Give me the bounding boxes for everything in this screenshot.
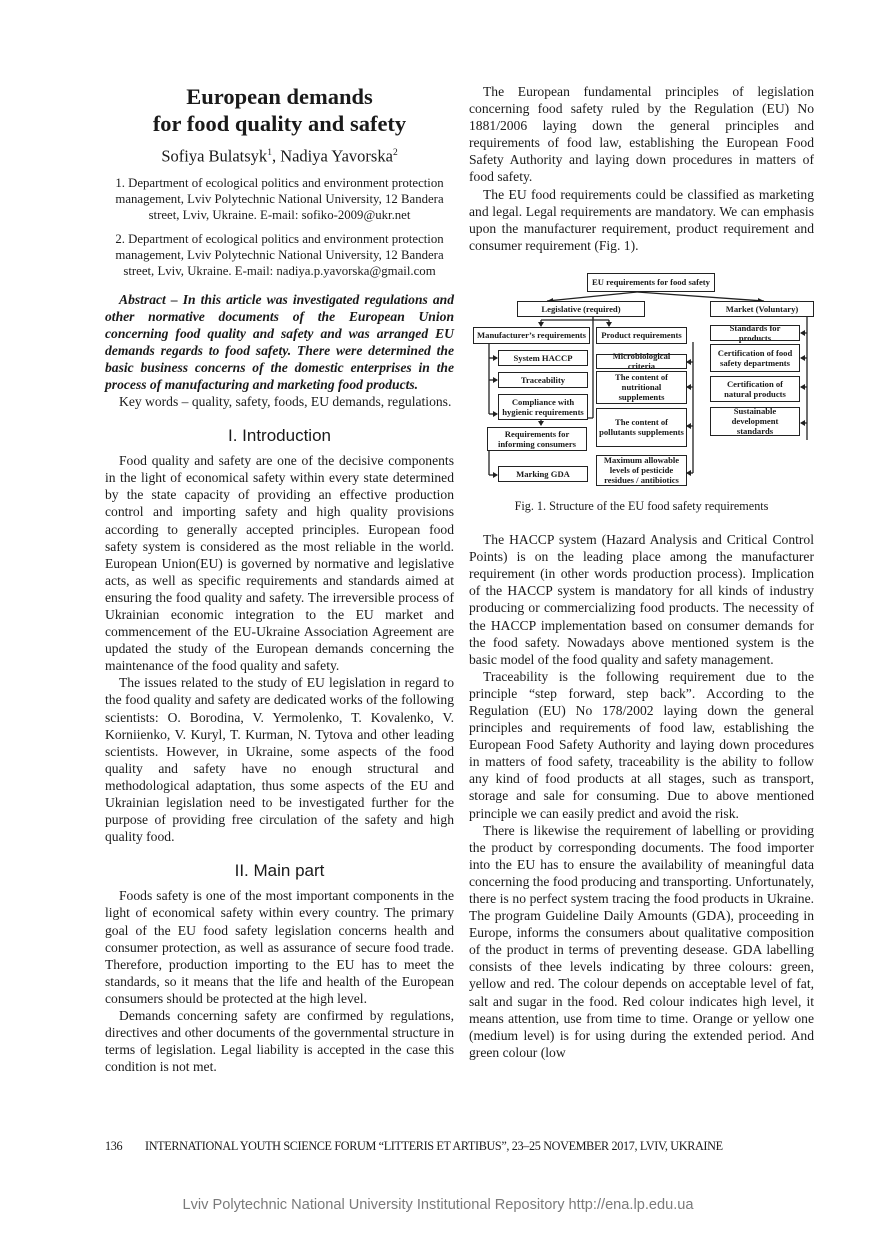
diagram-node-manufacturer-item: System HACCP <box>498 350 588 366</box>
diagram-node-legislative: Legislative (required) <box>517 301 645 317</box>
conference-name: INTERNATIONAL YOUTH SCIENCE FORUM “LITTERIS ET ARTIBUS”, 23–25 NOVEMBER 2017, LVIV, UKRAINE <box>145 1139 723 1153</box>
diagram-node-product-item: The content of pollutants supplements <box>596 408 687 447</box>
section-heading-introduction: I. Introduction <box>227 426 331 446</box>
paragraph: Traceability is the following requirement due to the principle “step forward, step back”. According to the Regulation (EU) No 178/2002 laying down the general principles and requirements of food law, establishing the European Food Safety Authority and laying down procedures in matters of food safety, traceability is the ability to follow any kind of food products at all stages, such as transport, storage and sale for consuming. Due to above mentioned principle we can easily predict and avoid the risk. <box>469 668 814 821</box>
diagram-node-market-item: Sustainable development standards <box>710 407 800 436</box>
diagram-node-market-item: Standards for products <box>710 325 800 341</box>
diagram-node-market-item: Certification of natural products <box>710 376 800 402</box>
paragraph: The European fundamental principles of legislation concerning food safety ruled by the Regulation (EU) No 1881/2006 laying down the general principles and requirements of food law, establishing the European Food Safety Authority and laying down procedures in matters of food safety. <box>469 84 814 185</box>
paragraph: Food quality and safety are one of the decisive components in the light of economical safety within every state determined by the state capacity of providing an effective production control and importing safety and high quality provisions according to generally accepted principles. European food safety system is considered as the most reliable in the world. European Union(EU) is governed by normative and legislative acts, as well as specific requirements and standards aimed at ensuring the food quality and safety. The irreversible process of Ukrainian economic integration to the EU market and commencement of the EU-Ukraine Association Agreement are updated the study of the European demands concerning the maintenance of the food quality and safety. <box>105 453 454 674</box>
paragraph: Demands concerning safety are confirmed by regulations, directives and other documents of the governmental structure in terms of legislation. Legal liability is accepted in the case this condition is not met. <box>105 1007 454 1075</box>
author-1: Sofiya Bulatsyk <box>161 146 268 166</box>
diagram-node-consumers: Requirements for informing consumers <box>487 427 587 451</box>
diagram-node-manufacturer-item: Compliance with hygienic requirements <box>498 394 588 420</box>
affiliation-2: 2. Department of ecological politics and environment protection management, Lviv Polytechnic National University, 12 Bandera street, Lviv, Ukraine. E-mail: nadiya.p.yavorska@gmail.com <box>115 231 444 278</box>
diagram-node-manufacturer-item: Traceability <box>498 372 588 388</box>
author-2: Nadiya Yavorska <box>280 146 393 166</box>
diagram-node-market-item: Certification of food safety departments <box>710 344 800 372</box>
affiliation-1: 1. Department of ecological politics and environment protection management, Lviv Polytechnic National University, 12 Bandera street, Lviv, Ukraine. E-mail: sofiko-2009@ukr.net <box>115 175 444 222</box>
left-column <box>105 83 454 1075</box>
page-number: 136 <box>105 1139 123 1153</box>
diagram-node-consumers-item: Marking GDA <box>498 466 588 482</box>
section-heading-main-part: II. Main part <box>234 861 325 881</box>
figure-eu-requirements-diagram <box>469 270 814 486</box>
paper-title <box>105 83 454 137</box>
right-column <box>469 83 814 1061</box>
diagram-node-product-item: Maximum allowable levels of pesticide residues / antibiotics <box>596 455 687 486</box>
figure-caption: Fig. 1. Structure of the EU food safety requirements <box>514 498 769 513</box>
paragraph: The issues related to the study of EU legislation in regard to the food quality and safety are dedicated works of the following scientists: O. Borodina, V. Yermolenko, T. Kovalenko, V. Korniienko, V. Kuryl, T. Kurman, N. Tytova and other leading scientists. However, in Ukraine, some aspects of the food quality and safety have no enough structural and methodological adaptation, thus some aspects of the EU and Ukrainian legislation need to be investigated further for the purpose of providing free circulation of the safety and high quality food. <box>105 675 454 845</box>
repository-watermark: Lviv Polytechnic National University Institutional Repository http://ena.lp.edu.ua <box>182 1197 694 1213</box>
diagram-node-market: Market (Voluntary) <box>710 301 814 317</box>
paragraph: The EU food requirements could be classified as marketing and legal. Legal requirements are mandatory. We can emphasis upon the manufacturer requirement, product requirement and consumer requirement (Fig. 1). <box>469 186 814 253</box>
keywords: Key words – quality, safety, foods, EU demands, regulations. <box>119 394 452 410</box>
paragraph: Foods safety is one of the most important components in the light of economical safety within every country. The primary goal of the EU food safety legislation concerns health and consumer protection, as well as assurance of secure food trade. Therefore, production importing to the EU has to meet the standards, so it means that the life and health of the European consumers should be protected at the high level. <box>105 888 454 1006</box>
page-footer <box>105 1139 723 1154</box>
paragraph: There is likewise the requirement of labelling or providing the product by corresponding documents. The food importer into the EU has to ensure the availability of meaningful data concerning the food producing and transporting. Unfortunately, there is no perfect system tracing the food products in Ukraine. The program Guideline Daily Amounts (GDA), proceeding in Europe, informs the consumers about qualitative composition of the product in terms of preventing desease. GDA labelling consists of thee levels indicating by three colours: green, yellow and red. The colour depends on acceptable level of fat, salt and sugar in the food. Red colour indicates high level, it means attention, use from time to time. Orange or yellow one (medium level) is for using during the extended period. And green colour (low <box>469 822 814 1060</box>
title-line-1: European demands <box>186 84 373 109</box>
diagram-node-product: Product requirements <box>596 327 687 344</box>
diagram-node-root: EU requirements for food safety <box>587 273 715 292</box>
abstract: Abstract – In this article was investigated regulations and other normative documents of the European Union concerning food quality and safety and was arranged EU demands regards to food safety. There were determined the basic business concerns of the domestic enterprises in the process of manufacturing and marketing food products. <box>105 291 454 392</box>
authors: Sofiya Bulatsyk$^1$, Nadiya Yavorska$^2$ <box>161 146 398 166</box>
author-1-affil-mark: 1 <box>267 148 272 158</box>
title-line-2: for food quality and safety <box>152 111 407 136</box>
paragraph: The HACCP system (Hazard Analysis and Critical Control Points) is on the leading place among the manufacturer requirement (in other words production process). Implication of the HACCP system is mandatory for all kinds of industry producing or commercializing food products. The necessity of the HACCP implementation based on consumer demands for the food safety. Nowadays above mentioned system is the basic model of the food quality and safety management. <box>469 532 814 667</box>
diagram-node-manufacturer: Manufacturer’s requirements <box>473 327 590 344</box>
author-2-affil-mark: 2 <box>392 148 398 158</box>
diagram-node-product-item: The content of nutritional supplements <box>596 371 687 404</box>
diagram-node-product-item: Microbiological criteria <box>596 354 687 369</box>
